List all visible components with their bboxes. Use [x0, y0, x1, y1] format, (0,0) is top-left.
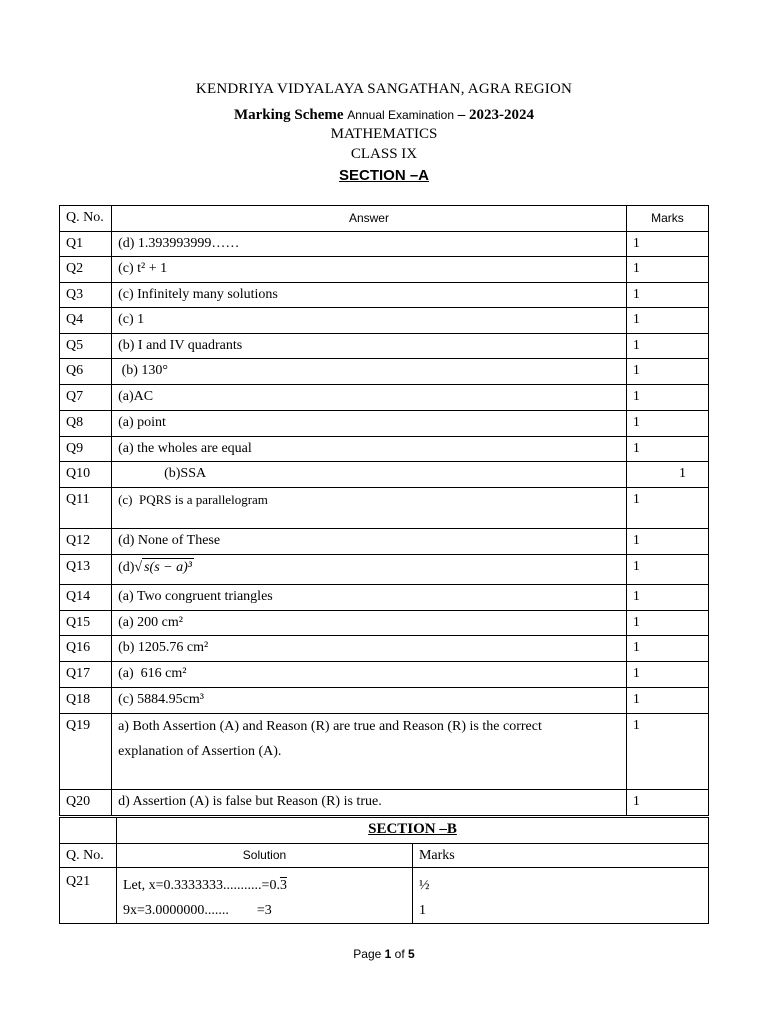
table-row: [60, 334, 709, 359]
marks-cell: 1: [626, 662, 708, 688]
question-number: Q11: [60, 488, 112, 529]
question-number: Q13: [60, 555, 112, 585]
section-b-heading: SECTION –B: [117, 818, 709, 844]
marks-cell: 1: [626, 529, 708, 555]
marks-cell: 1: [626, 462, 708, 488]
exam-label: Annual Examination: [347, 108, 455, 122]
qno-header: Q. No.: [60, 844, 117, 868]
marks-cell: 1: [626, 359, 708, 385]
question-number: Q8: [60, 411, 112, 437]
solution-cell: [117, 868, 413, 924]
question-number: Q6: [60, 359, 112, 385]
table-row: [60, 385, 709, 411]
page-footer: [0, 947, 768, 961]
answer-cell: (a) point: [112, 411, 627, 437]
table-row: [60, 790, 709, 816]
table-row: [60, 411, 709, 437]
marks-cell: 1: [626, 437, 708, 462]
table-row: [60, 662, 709, 688]
class-title: CLASS IX: [350, 146, 418, 162]
table-row: [60, 714, 709, 790]
table-row: [60, 437, 709, 462]
question-number: Q20: [60, 790, 112, 816]
table-row: [60, 257, 709, 283]
answer-cell: (b)SSA: [112, 462, 627, 488]
sqrt-icon: √: [134, 560, 143, 575]
section-b-row: [60, 818, 709, 844]
answer-cell: (a) the wholes are equal: [112, 437, 627, 462]
page-label: Page: [353, 947, 382, 961]
question-number: Q3: [60, 283, 112, 308]
table-row: [60, 868, 709, 924]
solution-line: [123, 873, 406, 898]
table-row: [60, 688, 709, 714]
table-row: [60, 232, 709, 257]
answer-cell: d) Assertion (A) is false but Reason (R) is true.: [112, 790, 627, 816]
answer-cell: [112, 555, 627, 585]
marks-cell: 1: [626, 232, 708, 257]
organization-title: KENDRIYA VIDYALAYA SANGATHAN, AGRA REGION: [195, 81, 573, 97]
table-row: [60, 611, 709, 636]
question-number: Q16: [60, 636, 112, 662]
marks-cell: [412, 868, 708, 924]
marks-cell: 1: [626, 385, 708, 411]
question-number: Q17: [60, 662, 112, 688]
marks-value: ½: [418, 878, 430, 893]
table-header-row: [60, 206, 709, 232]
marks-cell: 1: [626, 334, 708, 359]
question-number: Q10: [60, 462, 112, 488]
answer-cell: (a) 616 cm²: [112, 662, 627, 688]
answer-cell: (d) 1.393993999……: [112, 232, 627, 257]
root-expression: s(s − a)³: [144, 560, 192, 575]
exam-year: – 2023-2024: [457, 107, 535, 123]
marks-cell: 1: [626, 257, 708, 283]
answer-line: a) Both Assertion (A) and Reason (R) are true and Reason (R) is the correct: [118, 719, 542, 734]
subject-title: MATHEMATICS: [330, 126, 438, 142]
answer-cell: (a)AC: [112, 385, 627, 411]
marks-cell: 1: [626, 611, 708, 636]
marks-cell: 1: [626, 585, 708, 611]
table-row: [60, 462, 709, 488]
question-number: Q18: [60, 688, 112, 714]
repeating-digit: 3: [279, 878, 287, 893]
question-number: Q14: [60, 585, 112, 611]
section-a-heading: SECTION –A: [338, 167, 429, 184]
answer-cell: (c) Infinitely many solutions: [112, 283, 627, 308]
answer-cell: (a) 200 cm²: [112, 611, 627, 636]
marks-cell: 1: [626, 636, 708, 662]
current-page: 1: [384, 947, 392, 961]
table-row: [60, 529, 709, 555]
answer-cell: (b) 1205.76 cm²: [112, 636, 627, 662]
answer-cell: (c) 5884.95cm³: [112, 688, 627, 714]
solution-header: Solution: [117, 844, 413, 868]
question-number: Q4: [60, 308, 112, 334]
marks-cell: 1: [626, 688, 708, 714]
table-row: [60, 308, 709, 334]
total-pages: 5: [408, 947, 415, 961]
section-a-table: [59, 205, 709, 816]
answer-cell: (c) PQRS is a parallelogram: [112, 488, 627, 529]
marks-cell: 1: [626, 555, 708, 585]
answer-cell: (a) Two congruent triangles: [112, 585, 627, 611]
question-number: Q9: [60, 437, 112, 462]
question-number: Q7: [60, 385, 112, 411]
answer-prefix: (d): [118, 560, 135, 575]
qno-header: Q. No.: [60, 206, 112, 232]
marks-cell: 1: [626, 488, 708, 529]
empty-cell: [60, 818, 117, 844]
section-b-table: [59, 817, 709, 924]
answer-cell: (c) 1: [112, 308, 627, 334]
marks-cell: 1: [626, 283, 708, 308]
table-row: [60, 636, 709, 662]
question-number: Q2: [60, 257, 112, 283]
marks-header: Marks: [412, 844, 708, 868]
solution-line: 9x=3.0000000....... =3: [123, 903, 272, 918]
marks-cell: 1: [626, 411, 708, 437]
marks-header: Marks: [626, 206, 708, 232]
table-row: [60, 555, 709, 585]
marks-value: 1: [418, 903, 426, 918]
question-number: Q15: [60, 611, 112, 636]
scheme-title: [0, 107, 768, 124]
question-number: Q5: [60, 334, 112, 359]
marks-cell: 1: [626, 790, 708, 816]
question-number: Q19: [60, 714, 112, 790]
solution-text: Let, x=0.3333333...........=0.: [123, 878, 280, 893]
question-number: Q1: [60, 232, 112, 257]
answer-cell: (b) 130°: [112, 359, 627, 385]
scheme-label: Marking Scheme: [233, 107, 344, 123]
answer-header: Answer: [112, 206, 627, 232]
answer-cell: [112, 714, 627, 790]
question-number: Q21: [60, 868, 117, 924]
answer-line: explanation of Assertion (A).: [118, 744, 282, 759]
of-label: of: [394, 947, 405, 961]
answer-cell: (b) I and IV quadrants: [112, 334, 627, 359]
answer-cell: (d) None of These: [112, 529, 627, 555]
table-row: [60, 283, 709, 308]
table-row: [60, 585, 709, 611]
question-number: Q12: [60, 529, 112, 555]
table-header-row: [60, 844, 709, 868]
marks-cell: 1: [626, 714, 708, 790]
marks-cell: 1: [626, 308, 708, 334]
table-row: [60, 359, 709, 385]
answer-cell: (c) t² + 1: [112, 257, 627, 283]
table-row: [60, 488, 709, 529]
